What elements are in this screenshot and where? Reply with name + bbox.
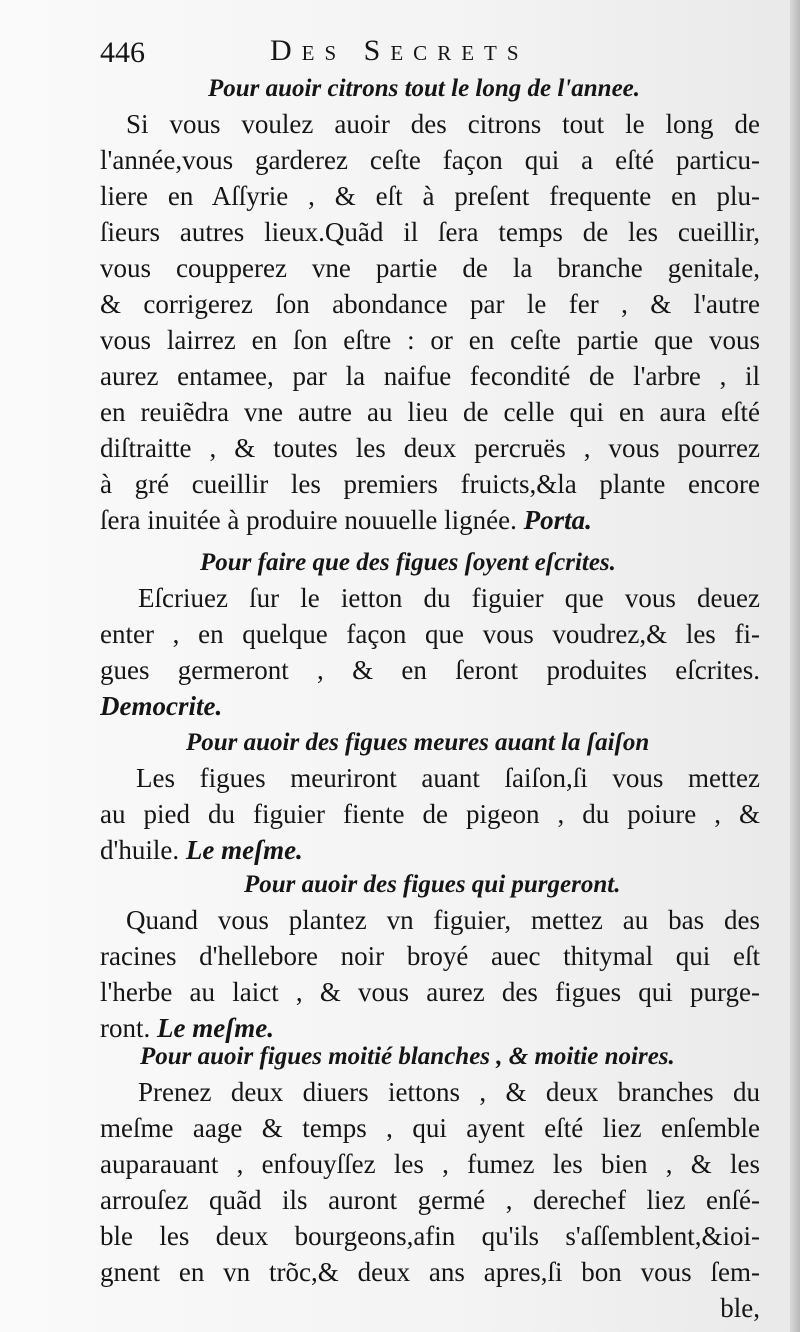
text-line-content: ſera inuitée à produire nouuelle lignée. [100,505,517,535]
text-line: gues germeront , & en ſeront produites eſcrites. [100,655,760,685]
text-line: ble, [720,1293,760,1323]
section-heading: Pour faire que des figues ſoyent eſcrites. [200,549,616,576]
author-citation: Democrite. [100,691,223,721]
section-heading: Pour auoir des figues meures auant la ſaiſon [186,729,650,756]
text-line: liere en Aſſyrie , & eſt à preſent frequente en plu- [100,181,760,211]
text-line [100,502,760,538]
section-figues-escrites [100,546,760,724]
text-line [100,688,760,724]
text-line: enter , en quelque façon que vous voudrez,& les fi- [100,619,760,649]
section-figues-purgeront [100,868,760,1046]
text-line: diſtraitte , & toutes les deux percruës , vous pourrez [100,433,760,463]
text-line: en reuiẽdra vne autre au lieu de celle qui en aura eſté [100,397,760,427]
text-line-content: ront. [100,1013,151,1043]
text-line [100,832,760,868]
text-line: Si vous voulez auoir des citrons tout le long de [126,109,760,139]
text-line: vous coupperez vne partie de la branche genitale, [100,253,760,283]
text-line: racines d'hellebore noir broyé auec thitymal qui eſt [100,941,760,971]
text-line: l'année,vous garderez ceſte façon qui a eſté particu- [100,145,760,175]
text-line: Prenez deux diuers iettons , & deux branches du [138,1077,760,1107]
text-line: meſme aage & temps , qui ayent eſté liez enſemble [100,1113,760,1143]
text-line: Eſcriuez ſur le ietton du figuier que vous deuez [138,583,760,613]
text-line: arrouſez quãd ils auront germé , derechef liez enſé- [100,1185,760,1215]
author-citation: Porta. [523,505,592,535]
text-line: Les figues meuriront auant ſaiſon,ſi vous mettez [136,763,760,793]
text-line: auparauant , enfouyſſez les , fumez les bien , & les [100,1149,760,1179]
text-line: ble les deux bourgeons,afin qu'ils s'aſſemblent,&ioi- [100,1221,760,1251]
running-title: Des Secrets [270,34,529,67]
text-line: aurez entamee, par la naifue fecondité de l'arbre , il [100,361,760,391]
section-figues-meures [100,726,760,868]
text-line: ſieurs autres lieux.Quãd il ſera temps de les cueillir, [100,217,760,247]
section-heading: Pour auoir figues moitié blanches , & moitie noires. [140,1043,675,1070]
text-line: & corrigerez ſon abondance par le fer , & l'autre [100,289,760,319]
page-number: 446 [100,36,145,69]
section-figues-moitie [100,1040,760,1326]
text-line: Quand vous plantez vn figuier, mettez au bas des [126,905,760,935]
text-line: au pied du figuier fiente de pigeon , du poiure , & [100,799,760,829]
author-citation: Le meſme. [157,1013,274,1043]
text-line: vous lairrez en ſon eſtre : or en ceſte partie que vous [100,325,760,355]
text-line: gnent en vn trõc,& deux ans apres,ſi bon vous ſem- [100,1257,760,1287]
text-line-content: d'huile. [100,835,180,865]
section-heading: Pour auoir citrons tout le long de l'annee. [208,75,641,102]
section-citrons [100,72,760,538]
running-header [100,30,760,70]
page-gutter-shadow [790,0,800,1332]
section-heading: Pour auoir des figues qui purgeront. [244,871,621,898]
text-line: l'herbe au laict , & vous aurez des figues qui purge- [100,977,760,1007]
author-citation: Le meſme. [185,835,303,865]
text-line: à gré cueillir les premiers fruicts,&la plante encore [100,469,760,499]
